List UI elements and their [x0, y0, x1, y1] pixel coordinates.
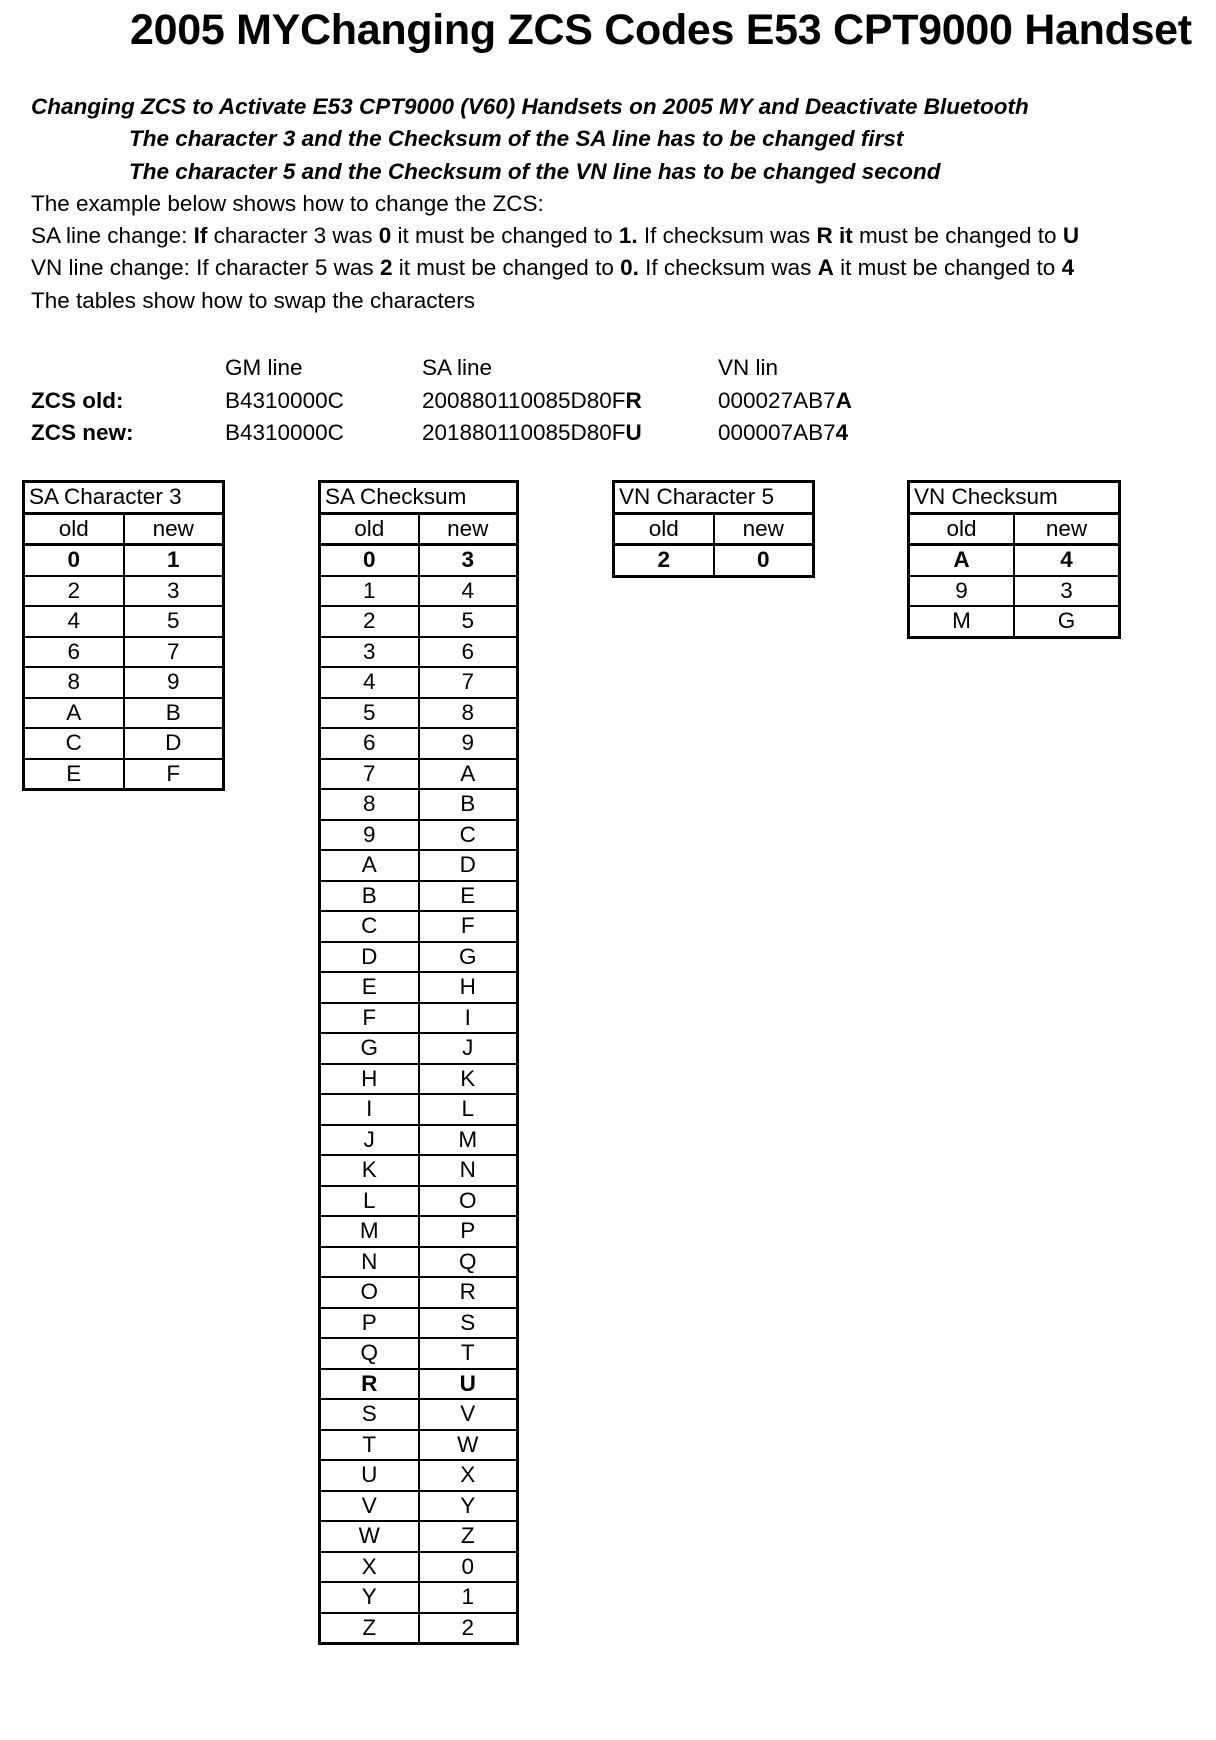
zcs-new-sa-prefix: 201880110085D80F [422, 420, 626, 445]
table-row [24, 698, 224, 729]
column-header-new: new [714, 513, 814, 545]
old-value-cell: 6 [320, 728, 419, 759]
column-header-old: old [320, 513, 419, 545]
old-value-cell: R [320, 1369, 419, 1400]
old-value-cell: S [320, 1399, 419, 1430]
zcs-new-vn-checksum: 4 [835, 420, 849, 445]
zcs-old-sa-prefix: 200880110085D80F [422, 388, 626, 413]
old-value-cell: 2 [320, 606, 419, 637]
new-value-cell: 4 [419, 576, 518, 607]
table-row [909, 576, 1120, 607]
column-header-old: old [909, 513, 1015, 545]
old-value-cell: 4 [24, 606, 124, 637]
old-value-cell: E [320, 972, 419, 1003]
old-value-cell: 8 [320, 789, 419, 820]
old-value-cell: 0 [320, 545, 419, 576]
old-value-cell: A [909, 545, 1015, 576]
zcs-new-vn [718, 420, 848, 446]
new-value-cell: Y [419, 1491, 518, 1522]
old-value-cell: H [320, 1064, 419, 1095]
table-row [320, 1033, 518, 1064]
table-row [24, 545, 224, 576]
new-value-cell: N [419, 1155, 518, 1186]
sa-change-part: must be changed to [852, 223, 1063, 248]
table-row [320, 1521, 518, 1552]
table-row [320, 1064, 518, 1095]
old-value-cell: V [320, 1491, 419, 1522]
old-value-cell: 8 [24, 667, 124, 698]
table-caption: SA Checksum [320, 482, 518, 514]
table-row [320, 911, 518, 942]
table-row [24, 576, 224, 607]
zcs-old-vn-checksum: A [835, 388, 852, 413]
table-row [320, 1308, 518, 1339]
new-value-cell: P [419, 1216, 518, 1247]
new-value-cell: 5 [124, 606, 224, 637]
vn-character-5-table [612, 480, 815, 578]
new-value-cell: 5 [419, 606, 518, 637]
table-row [320, 759, 518, 790]
table-row [320, 1491, 518, 1522]
new-value-cell: F [124, 759, 224, 790]
sa-character-3-table [22, 480, 225, 791]
vn-change-part: 4 [1061, 255, 1075, 280]
old-value-cell: T [320, 1430, 419, 1461]
vn-line-header: VN lin [718, 355, 779, 380]
example-text: The example below shows how to change the ZCS: [31, 191, 544, 216]
new-value-cell: 3 [419, 545, 518, 576]
table-row [320, 1582, 518, 1613]
new-value-cell: D [124, 728, 224, 759]
old-value-cell: 0 [24, 545, 124, 576]
new-value-cell: 2 [419, 1613, 518, 1644]
old-value-cell: Q [320, 1338, 419, 1369]
table-row [320, 1125, 518, 1156]
new-value-cell: H [419, 972, 518, 1003]
vn-change-part: 0. [620, 255, 639, 280]
new-value-cell: L [419, 1094, 518, 1125]
table-row [24, 667, 224, 698]
table-row [320, 1460, 518, 1491]
old-value-cell: 9 [320, 820, 419, 851]
table-row [909, 545, 1120, 576]
new-value-cell: 7 [419, 667, 518, 698]
old-value-cell: M [909, 606, 1015, 637]
new-value-cell: J [419, 1033, 518, 1064]
vn-change-part: it must be changed to [833, 255, 1062, 280]
table-row [320, 850, 518, 881]
vn-change-text [31, 252, 1074, 284]
gm-line-header: GM line [225, 355, 303, 380]
table-row [320, 545, 518, 576]
table-row [320, 1369, 518, 1400]
zcs-old-sa [422, 388, 642, 414]
table-row [320, 698, 518, 729]
table-row [320, 637, 518, 668]
old-value-cell: P [320, 1308, 419, 1339]
old-value-cell: 2 [24, 576, 124, 607]
new-value-cell: M [419, 1125, 518, 1156]
page-title: 2005 MYChanging ZCS Codes E53 CPT9000 Handset [130, 6, 1192, 54]
old-value-cell: J [320, 1125, 419, 1156]
old-value-cell: 5 [320, 698, 419, 729]
old-value-cell: L [320, 1186, 419, 1217]
new-value-cell: 0 [714, 545, 814, 577]
table-row [320, 1003, 518, 1034]
table-row [320, 1247, 518, 1278]
new-value-cell: F [419, 911, 518, 942]
table-row [320, 667, 518, 698]
table-row [320, 789, 518, 820]
table-row [909, 606, 1120, 637]
old-value-cell: Y [320, 1582, 419, 1613]
new-value-cell: R [419, 1277, 518, 1308]
vn-checksum-table [907, 480, 1121, 639]
new-value-cell: D [419, 850, 518, 881]
new-value-cell: C [419, 820, 518, 851]
sa-change-part: SA line change: [31, 223, 194, 248]
intro-heading: Changing ZCS to Activate E53 CPT9000 (V60) Handsets on 2005 MY and Deactivate Bluetooth [31, 94, 1029, 119]
old-value-cell: Z [320, 1613, 419, 1644]
vn-change-part: VN line change: If character 5 was [31, 255, 380, 280]
new-value-cell: 1 [419, 1582, 518, 1613]
sa-change-text [31, 220, 1079, 252]
sa-change-part: 0 [378, 223, 392, 248]
column-header-new: new [1014, 513, 1120, 545]
table-row [320, 881, 518, 912]
column-header-old: old [614, 513, 714, 545]
vn-change-part: 2 [379, 255, 393, 280]
intro-step-1: The character 3 and the Checksum of the SA line has to be changed first [129, 126, 904, 151]
table-row [24, 728, 224, 759]
old-value-cell: I [320, 1094, 419, 1125]
new-value-cell: 7 [124, 637, 224, 668]
new-value-cell: Q [419, 1247, 518, 1278]
new-value-cell: B [419, 789, 518, 820]
new-value-cell: Z [419, 1521, 518, 1552]
old-value-cell: C [24, 728, 124, 759]
new-value-cell: W [419, 1430, 518, 1461]
new-value-cell: 8 [419, 698, 518, 729]
old-value-cell: 9 [909, 576, 1015, 607]
table-row [320, 1277, 518, 1308]
old-value-cell: W [320, 1521, 419, 1552]
table-row [320, 576, 518, 607]
sa-change-part: 1. [618, 223, 638, 248]
new-value-cell: V [419, 1399, 518, 1430]
old-value-cell: 6 [24, 637, 124, 668]
sa-checksum-table [318, 480, 519, 1645]
table-row [320, 1338, 518, 1369]
zcs-new-vn-prefix: 000007AB7 [718, 420, 836, 445]
sa-change-part: If checksum was [637, 223, 817, 248]
sa-line-header: SA line [422, 355, 493, 380]
table-caption: VN Checksum [909, 482, 1120, 514]
table-row [320, 1155, 518, 1186]
old-value-cell: O [320, 1277, 419, 1308]
old-value-cell: K [320, 1155, 419, 1186]
new-value-cell: A [419, 759, 518, 790]
old-value-cell: A [24, 698, 124, 729]
zcs-old-label: ZCS old: [31, 388, 124, 413]
zcs-old-vn [718, 388, 852, 414]
old-value-cell: N [320, 1247, 419, 1278]
column-header-new: new [419, 513, 518, 545]
old-value-cell: C [320, 911, 419, 942]
zcs-new-sa-checksum: U [625, 420, 642, 445]
intro-step-2: The character 5 and the Checksum of the VN line has to be changed second [129, 159, 941, 184]
table-row [24, 759, 224, 790]
sa-change-part: it [832, 223, 853, 248]
table-row [320, 1613, 518, 1644]
old-value-cell: M [320, 1216, 419, 1247]
table-caption: SA Character 3 [24, 482, 224, 514]
column-header-old: old [24, 513, 124, 545]
new-value-cell: X [419, 1460, 518, 1491]
zcs-new-gm: B4310000C [225, 420, 344, 445]
new-value-cell: I [419, 1003, 518, 1034]
old-value-cell: 7 [320, 759, 419, 790]
new-value-cell: 4 [1014, 545, 1120, 576]
column-header-new: new [124, 513, 224, 545]
table-row [320, 1094, 518, 1125]
table-row [320, 1399, 518, 1430]
new-value-cell: 1 [124, 545, 224, 576]
vn-change-part: If checksum was [638, 255, 818, 280]
old-value-cell: X [320, 1552, 419, 1583]
table-row [320, 820, 518, 851]
new-value-cell: B [124, 698, 224, 729]
sa-change-part: R [816, 223, 833, 248]
table-row [320, 942, 518, 973]
vn-change-part: it must be changed to [392, 255, 621, 280]
new-value-cell: 3 [124, 576, 224, 607]
sa-change-part: U [1062, 223, 1080, 248]
new-value-cell: 3 [1014, 576, 1120, 607]
old-value-cell: 2 [614, 545, 714, 577]
table-row [320, 1216, 518, 1247]
table-caption: VN Character 5 [614, 482, 814, 514]
zcs-old-vn-prefix: 000027AB7 [718, 388, 836, 413]
new-value-cell: G [419, 942, 518, 973]
sa-change-part: it must be changed to [391, 223, 619, 248]
table-row [320, 1186, 518, 1217]
new-value-cell: 9 [124, 667, 224, 698]
new-value-cell: S [419, 1308, 518, 1339]
old-value-cell: F [320, 1003, 419, 1034]
table-row [320, 1430, 518, 1461]
sa-change-part: If [193, 223, 208, 248]
sa-change-part: character 3 was [207, 223, 379, 248]
zcs-old-gm: B4310000C [225, 388, 344, 413]
old-value-cell: B [320, 881, 419, 912]
new-value-cell: O [419, 1186, 518, 1217]
new-value-cell: E [419, 881, 518, 912]
table-row [320, 1552, 518, 1583]
vn-change-part: A [817, 255, 834, 280]
old-value-cell: D [320, 942, 419, 973]
table-row [614, 545, 814, 577]
new-value-cell: T [419, 1338, 518, 1369]
old-value-cell: 3 [320, 637, 419, 668]
zcs-old-sa-checksum: R [625, 388, 642, 413]
old-value-cell: E [24, 759, 124, 790]
table-row [320, 972, 518, 1003]
zcs-new-label: ZCS new: [31, 420, 134, 445]
table-row [24, 606, 224, 637]
table-row [24, 637, 224, 668]
new-value-cell: K [419, 1064, 518, 1095]
old-value-cell: A [320, 850, 419, 881]
new-value-cell: 6 [419, 637, 518, 668]
old-value-cell: 4 [320, 667, 419, 698]
old-value-cell: 1 [320, 576, 419, 607]
new-value-cell: U [419, 1369, 518, 1400]
old-value-cell: G [320, 1033, 419, 1064]
new-value-cell: 9 [419, 728, 518, 759]
new-value-cell: 0 [419, 1552, 518, 1583]
table-row [320, 728, 518, 759]
table-row [320, 606, 518, 637]
tables-note: The tables show how to swap the characters [31, 288, 475, 313]
zcs-new-sa [422, 420, 642, 446]
new-value-cell: G [1014, 606, 1120, 637]
old-value-cell: U [320, 1460, 419, 1491]
